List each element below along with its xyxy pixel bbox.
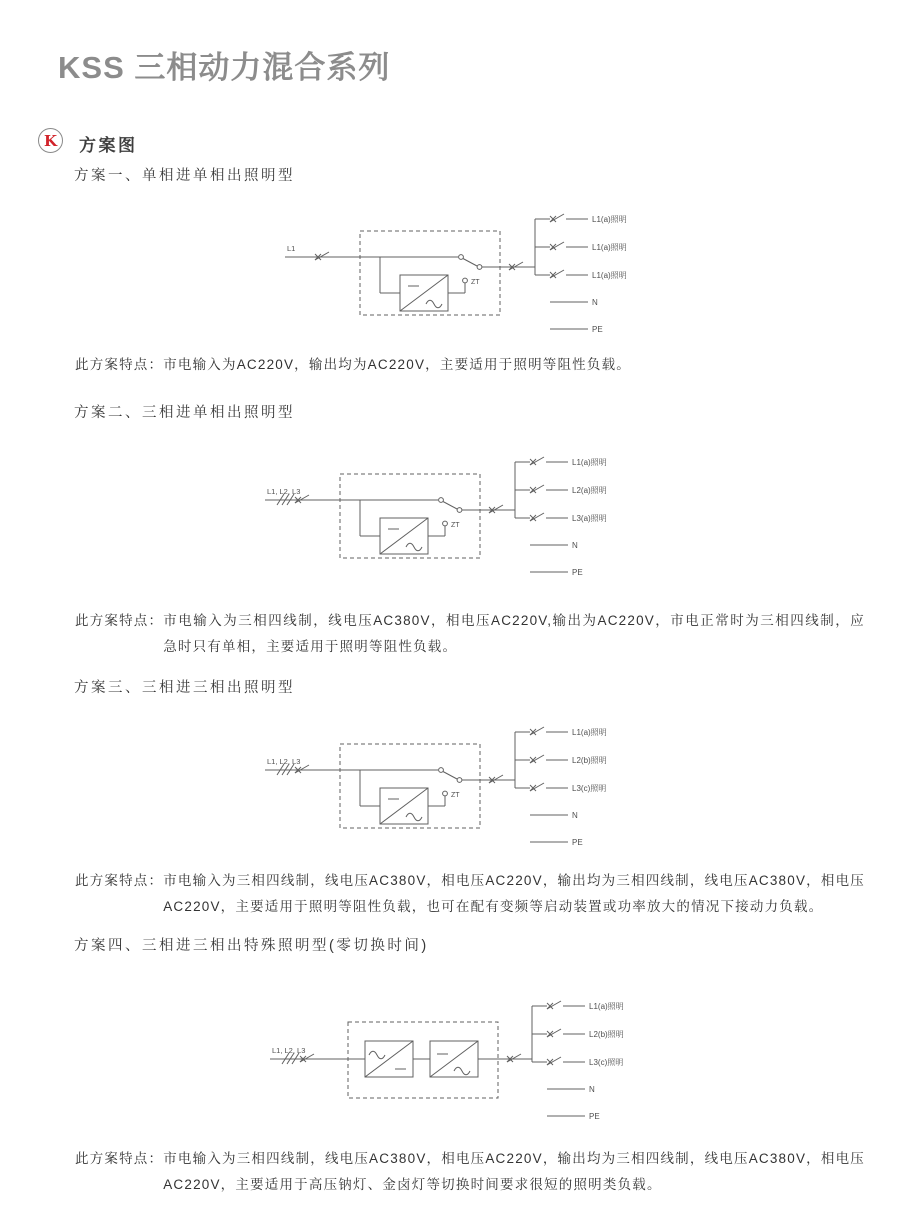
scheme-1-circuit-diagram (285, 205, 655, 345)
svg-text:PE: PE (589, 1112, 600, 1121)
feature-text: 市电输入为三相四线制，线电压AC380V，相电压AC220V，输出均为三相四线制，线电压AC380V，相电压AC220V，主要适用于高压钠灯、金卤灯等切换时间要求很短的照明类负载。 (163, 1151, 865, 1192)
svg-text:ZT: ZT (471, 279, 480, 286)
svg-text:ZT: ZT (451, 522, 460, 529)
k-logo-icon: K (38, 128, 63, 153)
feature-label: 此方案特点： (75, 873, 164, 888)
svg-text:L1(a)照明: L1(a)照明 (572, 728, 607, 737)
feature-label: 此方案特点： (75, 1151, 164, 1166)
svg-text:L1(a)照明: L1(a)照明 (592, 271, 627, 280)
svg-text:PE: PE (572, 838, 583, 847)
svg-text:PE: PE (572, 568, 583, 577)
scheme-3-heading: 方案三、三相进三相出照明型 (74, 680, 295, 696)
feature-text: 市电输入为三相四线制，线电压AC380V，相电压AC220V，输出均为三相四线制，线电压AC380V，相电压AC220V，主要适用于照明等阻性负载，也可在配有变频等启动装置或功率放大的情况下接动力负载。 (163, 873, 865, 914)
svg-text:L1(a)照明: L1(a)照明 (572, 458, 607, 467)
svg-text:L2(a)照明: L2(a)照明 (572, 486, 607, 495)
section-title: 方案图 (79, 136, 138, 155)
svg-text:L1, L2, L3: L1, L2, L3 (272, 1046, 306, 1055)
scheme-1-heading: 方案一、单相进单相出照明型 (74, 168, 295, 184)
svg-text:ZT: ZT (451, 792, 460, 799)
scheme-1-feature (75, 352, 865, 378)
scheme-4-circuit-diagram (270, 992, 640, 1132)
circuit-diagram-svg (270, 992, 640, 1132)
svg-text:N: N (592, 298, 598, 307)
svg-text:L3(c)照明: L3(c)照明 (572, 784, 607, 793)
svg-text:L3(c)照明: L3(c)照明 (589, 1058, 624, 1067)
feature-label: 此方案特点： (75, 357, 164, 372)
svg-text:N: N (572, 541, 578, 550)
svg-text:L2(b)照明: L2(b)照明 (572, 756, 607, 765)
svg-text:N: N (572, 811, 578, 820)
svg-text:PE: PE (592, 325, 603, 334)
svg-text:L2(b)照明: L2(b)照明 (589, 1030, 624, 1039)
scheme-2-feature (75, 608, 865, 660)
scheme-3-circuit-diagram (265, 718, 635, 858)
scheme-4-feature (75, 1146, 865, 1198)
svg-text:L3(a)照明: L3(a)照明 (572, 514, 607, 523)
svg-text:L1, L2, L3: L1, L2, L3 (267, 487, 301, 496)
feature-text: 市电输入为AC220V，输出均为AC220V，主要适用于照明等阻性负载。 (163, 357, 631, 372)
scheme-2-heading: 方案二、三相进单相出照明型 (74, 405, 295, 421)
circuit-diagram-svg (265, 448, 635, 588)
svg-text:N: N (589, 1085, 595, 1094)
scheme-2-circuit-diagram (265, 448, 635, 588)
svg-text:L1(a)照明: L1(a)照明 (589, 1002, 624, 1011)
scheme-4-heading: 方案四、三相进三相出特殊照明型(零切换时间) (74, 938, 429, 954)
circuit-diagram-svg (265, 718, 635, 858)
feature-text: 市电输入为三相四线制，线电压AC380V，相电压AC220V,输出为AC220V，市电正常时为三相四线制，应急时只有单相，主要适用于照明等阻性负载。 (163, 613, 865, 654)
page-title: KSS 三相动力混合系列 (58, 50, 391, 85)
feature-label: 此方案特点： (75, 613, 164, 628)
svg-text:L1: L1 (287, 244, 296, 253)
svg-text:L1(a)照明: L1(a)照明 (592, 243, 627, 252)
svg-text:L1(a)照明: L1(a)照明 (592, 215, 627, 224)
scheme-3-feature (75, 868, 865, 920)
circuit-diagram-svg (285, 205, 655, 345)
svg-text:L1, L2, L3: L1, L2, L3 (267, 757, 301, 766)
